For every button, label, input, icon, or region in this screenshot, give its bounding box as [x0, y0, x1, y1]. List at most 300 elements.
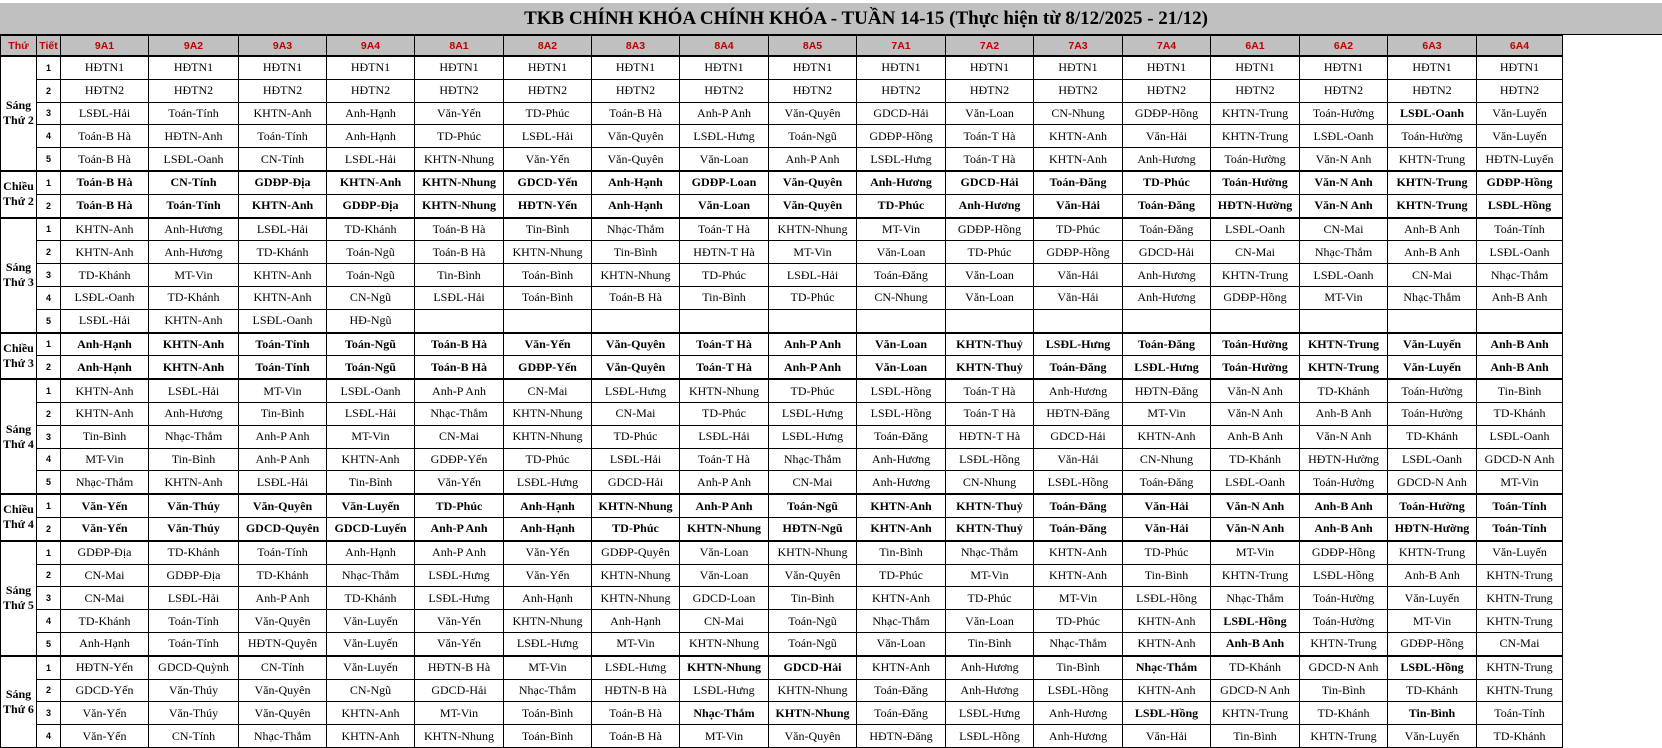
- timetable-cell[interactable]: KHTN-Trung: [1477, 587, 1563, 610]
- timetable-cell[interactable]: Văn-Loan: [857, 632, 946, 655]
- timetable-cell[interactable]: KHTN-Trung: [1300, 333, 1388, 356]
- timetable-cell[interactable]: LSĐL-Hưng: [504, 471, 592, 494]
- timetable-cell[interactable]: HĐTN2: [946, 79, 1034, 102]
- timetable-cell[interactable]: HĐTN2: [504, 79, 592, 102]
- timetable-cell[interactable]: Văn-Loan: [946, 264, 1034, 287]
- timetable-cell[interactable]: LSĐL-Oanh: [61, 286, 149, 309]
- timetable-cell[interactable]: Văn-Hải: [1123, 517, 1211, 540]
- timetable-cell[interactable]: Toán-Tính: [1477, 517, 1563, 540]
- timetable-cell[interactable]: HĐTN2: [415, 79, 504, 102]
- timetable-cell[interactable]: GDĐP-Địa: [149, 564, 239, 587]
- timetable-cell[interactable]: LSĐL-Hồng: [857, 402, 946, 425]
- timetable-cell[interactable]: HĐTN1: [1211, 56, 1300, 79]
- timetable-cell[interactable]: KHTN-Nhung: [769, 541, 857, 564]
- timetable-cell[interactable]: CN-Tính: [149, 725, 239, 748]
- timetable-cell[interactable]: LSĐL-Hưng: [680, 125, 769, 148]
- timetable-cell[interactable]: HĐTN1: [149, 56, 239, 79]
- timetable-cell[interactable]: Văn-Quyên: [769, 102, 857, 125]
- timetable-cell[interactable]: Văn-Quyên: [239, 610, 327, 633]
- timetable-cell[interactable]: Toán-Bình: [504, 286, 592, 309]
- timetable-cell[interactable]: Toán-B Hà: [61, 125, 149, 148]
- timetable-cell[interactable]: Nhạc-Thắm: [327, 564, 415, 587]
- timetable-cell[interactable]: KHTN-Trung: [1388, 194, 1477, 217]
- timetable-cell[interactable]: HĐTN-Hường: [1300, 448, 1388, 471]
- period-number[interactable]: 1: [37, 333, 61, 356]
- timetable-cell[interactable]: Văn-Loan: [857, 356, 946, 379]
- timetable-cell[interactable]: CN-Mai: [1300, 218, 1388, 241]
- timetable-cell[interactable]: GDCD-Hải: [1123, 241, 1211, 264]
- timetable-cell[interactable]: Toán-Tính: [149, 102, 239, 125]
- class-header[interactable]: 9A2: [149, 36, 239, 57]
- timetable-cell[interactable]: Anh-Hạnh: [504, 587, 592, 610]
- timetable-cell[interactable]: Anh-Hương: [149, 218, 239, 241]
- timetable-cell[interactable]: HĐTN2: [149, 79, 239, 102]
- timetable-cell[interactable]: Toán-Hường: [1388, 494, 1477, 517]
- timetable-cell[interactable]: LSĐL-Hưng: [857, 148, 946, 171]
- timetable-cell[interactable]: KHTN-Nhung: [504, 610, 592, 633]
- timetable-cell[interactable]: KHTN-Trung: [1211, 125, 1300, 148]
- timetable-cell[interactable]: LSĐL-Hải: [327, 402, 415, 425]
- timetable-cell[interactable]: KHTN-Thuỷ: [946, 494, 1034, 517]
- timetable-cell[interactable]: KHTN-Trung: [1300, 725, 1388, 748]
- timetable-cell[interactable]: Văn-Hải: [1123, 725, 1211, 748]
- period-number[interactable]: 4: [37, 610, 61, 633]
- timetable-cell[interactable]: GDĐP-Địa: [327, 194, 415, 217]
- timetable-cell[interactable]: Anh-B Anh: [1388, 218, 1477, 241]
- timetable-cell[interactable]: TD-Phúc: [1034, 218, 1123, 241]
- timetable-cell[interactable]: KHTN-Nhung: [680, 632, 769, 655]
- timetable-cell[interactable]: KHTN-Thuỷ: [946, 517, 1034, 540]
- timetable-cell[interactable]: HĐTN2: [680, 79, 769, 102]
- timetable-cell[interactable]: Tin-Bình: [1477, 379, 1563, 402]
- timetable-cell[interactable]: [1211, 309, 1300, 332]
- timetable-cell[interactable]: GDĐP-Hồng: [1388, 632, 1477, 655]
- timetable-cell[interactable]: Anh-Hạnh: [327, 125, 415, 148]
- timetable-cell[interactable]: Văn-Yến: [504, 333, 592, 356]
- timetable-cell[interactable]: Văn-Yến: [504, 541, 592, 564]
- timetable-cell[interactable]: TD-Khánh: [1211, 448, 1300, 471]
- class-header[interactable]: 8A3: [592, 36, 680, 57]
- timetable-cell[interactable]: Toán-B Hà: [415, 333, 504, 356]
- timetable-cell[interactable]: GDĐP-Loan: [680, 171, 769, 194]
- period-number[interactable]: 2: [37, 517, 61, 540]
- timetable-cell[interactable]: TD-Khánh: [1477, 725, 1563, 748]
- timetable-cell[interactable]: Toán-B Hà: [592, 702, 680, 725]
- timetable-cell[interactable]: HĐTN1: [592, 56, 680, 79]
- timetable-cell[interactable]: LSĐL-Hưng: [680, 679, 769, 702]
- timetable-cell[interactable]: CN-Nhung: [857, 286, 946, 309]
- timetable-cell[interactable]: KHTN-Nhung: [592, 264, 680, 287]
- timetable-cell[interactable]: TD-Khánh: [149, 541, 239, 564]
- timetable-cell[interactable]: KHTN-Trung: [1300, 632, 1388, 655]
- timetable-cell[interactable]: GDCD-Hải: [592, 471, 680, 494]
- timetable-cell[interactable]: Toán-Ngũ: [327, 264, 415, 287]
- header-day[interactable]: Thứ: [1, 36, 37, 57]
- timetable-cell[interactable]: CN-Tính: [239, 656, 327, 679]
- class-header[interactable]: 7A3: [1034, 36, 1123, 57]
- timetable-cell[interactable]: Văn-Hải: [1123, 125, 1211, 148]
- timetable-cell[interactable]: Văn-Luyến: [1477, 541, 1563, 564]
- timetable-cell[interactable]: Văn-Luyến: [1477, 125, 1563, 148]
- timetable-cell[interactable]: [769, 309, 857, 332]
- timetable-cell[interactable]: Văn-Hải: [1123, 494, 1211, 517]
- timetable-cell[interactable]: CN-Tính: [239, 148, 327, 171]
- timetable-cell[interactable]: Văn-Quyên: [769, 194, 857, 217]
- timetable-cell[interactable]: LSĐL-Oanh: [327, 379, 415, 402]
- timetable-cell[interactable]: [1388, 309, 1477, 332]
- timetable-cell[interactable]: Văn-Hải: [1034, 448, 1123, 471]
- timetable-cell[interactable]: KHTN-Trung: [1211, 702, 1300, 725]
- timetable-cell[interactable]: Toán-B Hà: [415, 218, 504, 241]
- timetable-cell[interactable]: TD-Khánh: [327, 218, 415, 241]
- timetable-cell[interactable]: HĐTN-Đăng: [1123, 379, 1211, 402]
- timetable-cell[interactable]: Nhạc-Thắm: [857, 610, 946, 633]
- timetable-cell[interactable]: HĐTN1: [504, 56, 592, 79]
- timetable-cell[interactable]: Anh-Hương: [857, 171, 946, 194]
- timetable-cell[interactable]: Toán-Đăng: [1123, 218, 1211, 241]
- timetable-cell[interactable]: TD-Khánh: [239, 564, 327, 587]
- timetable-cell[interactable]: KHTN-Anh: [61, 241, 149, 264]
- timetable-cell[interactable]: Anh-P Anh: [680, 494, 769, 517]
- timetable-cell[interactable]: Văn-Yến: [415, 471, 504, 494]
- timetable-cell[interactable]: Văn-Quyên: [769, 564, 857, 587]
- timetable-cell[interactable]: LSĐL-Hải: [769, 264, 857, 287]
- timetable-cell[interactable]: Anh-Hương: [1034, 379, 1123, 402]
- timetable-cell[interactable]: Tin-Bình: [1034, 656, 1123, 679]
- period-number[interactable]: 2: [37, 79, 61, 102]
- timetable-cell[interactable]: LSĐL-Hưng: [504, 632, 592, 655]
- timetable-cell[interactable]: LSĐL-Hưng: [592, 379, 680, 402]
- header-slot[interactable]: Tiết: [37, 36, 61, 57]
- timetable-cell[interactable]: HĐTN2: [1388, 79, 1477, 102]
- timetable-cell[interactable]: KHTN-Anh: [149, 333, 239, 356]
- timetable-cell[interactable]: Toán-Ngũ: [769, 632, 857, 655]
- timetable-cell[interactable]: HĐTN-B Hà: [415, 656, 504, 679]
- timetable-cell[interactable]: LSĐL-Hưng: [769, 402, 857, 425]
- timetable-cell[interactable]: LSĐL-Hồng: [1034, 471, 1123, 494]
- class-header[interactable]: 8A2: [504, 36, 592, 57]
- timetable-cell[interactable]: Tin-Bình: [857, 541, 946, 564]
- timetable-cell[interactable]: TD-Phúc: [415, 125, 504, 148]
- timetable-cell[interactable]: Anh-P Anh: [769, 333, 857, 356]
- timetable-cell[interactable]: LSĐL-Hồng: [1034, 679, 1123, 702]
- timetable-cell[interactable]: Anh-B Anh: [1211, 425, 1300, 448]
- timetable-cell[interactable]: Văn-Loan: [946, 286, 1034, 309]
- timetable-cell[interactable]: TD-Khánh: [1388, 679, 1477, 702]
- period-number[interactable]: 1: [37, 494, 61, 517]
- timetable-cell[interactable]: Văn-Hải: [1034, 264, 1123, 287]
- timetable-cell[interactable]: Anh-B Anh: [1388, 241, 1477, 264]
- timetable-cell[interactable]: [592, 309, 680, 332]
- timetable-cell[interactable]: KHTN-Anh: [857, 494, 946, 517]
- timetable-cell[interactable]: HĐTN2: [1034, 79, 1123, 102]
- timetable-cell[interactable]: Toán-T Hà: [946, 379, 1034, 402]
- timetable-cell[interactable]: [1123, 309, 1211, 332]
- timetable-cell[interactable]: Toán-T Hà: [946, 148, 1034, 171]
- timetable-cell[interactable]: Anh-B Anh: [1477, 333, 1563, 356]
- timetable-cell[interactable]: KHTN-Anh: [1034, 125, 1123, 148]
- timetable-cell[interactable]: Anh-P Anh: [769, 356, 857, 379]
- timetable-cell[interactable]: [857, 309, 946, 332]
- timetable-cell[interactable]: TD-Phúc: [857, 194, 946, 217]
- period-number[interactable]: 2: [37, 194, 61, 217]
- timetable-cell[interactable]: TD-Khánh: [149, 286, 239, 309]
- timetable-cell[interactable]: LSĐL-Hưng: [1123, 356, 1211, 379]
- class-header[interactable]: 9A4: [327, 36, 415, 57]
- timetable-cell[interactable]: KHTN-Trung: [1388, 148, 1477, 171]
- timetable-cell[interactable]: KHTN-Anh: [239, 102, 327, 125]
- timetable-cell[interactable]: Văn-Yến: [415, 632, 504, 655]
- timetable-cell[interactable]: LSĐL-Hồng: [1211, 610, 1300, 633]
- timetable-cell[interactable]: CN-Tính: [149, 171, 239, 194]
- timetable-cell[interactable]: KHTN-Anh: [327, 725, 415, 748]
- timetable-cell[interactable]: HĐTN-Yến: [504, 194, 592, 217]
- timetable-cell[interactable]: GDĐP-Hồng: [857, 125, 946, 148]
- timetable-cell[interactable]: Tin-Bình: [769, 587, 857, 610]
- timetable-cell[interactable]: Toán-Đăng: [857, 264, 946, 287]
- timetable-cell[interactable]: Toán-Bình: [504, 264, 592, 287]
- timetable-cell[interactable]: Tin-Bình: [61, 425, 149, 448]
- timetable-cell[interactable]: Tin-Bình: [680, 286, 769, 309]
- timetable-cell[interactable]: Văn-Loan: [680, 148, 769, 171]
- timetable-cell[interactable]: HĐ-Ngũ: [327, 309, 415, 332]
- timetable-cell[interactable]: Văn-Loan: [857, 333, 946, 356]
- period-number[interactable]: 4: [37, 125, 61, 148]
- timetable-cell[interactable]: TD-Khánh: [61, 610, 149, 633]
- timetable-cell[interactable]: MT-Vin: [415, 702, 504, 725]
- timetable-cell[interactable]: HĐTN2: [857, 79, 946, 102]
- timetable-cell[interactable]: KHTN-Anh: [857, 517, 946, 540]
- timetable-cell[interactable]: GDCD-Hải: [857, 102, 946, 125]
- timetable-cell[interactable]: Toán-Bình: [504, 725, 592, 748]
- timetable-cell[interactable]: GDCD-Yến: [504, 171, 592, 194]
- timetable-cell[interactable]: TD-Khánh: [1477, 402, 1563, 425]
- timetable-cell[interactable]: HĐTN-Đăng: [1034, 402, 1123, 425]
- timetable-cell[interactable]: Toán-T Hà: [946, 402, 1034, 425]
- period-number[interactable]: 3: [37, 587, 61, 610]
- timetable-cell[interactable]: CN-Mai: [1477, 632, 1563, 655]
- timetable-cell[interactable]: Anh-Hương: [1123, 264, 1211, 287]
- timetable-cell[interactable]: KHTN-Nhung: [680, 656, 769, 679]
- timetable-cell[interactable]: KHTN-Anh: [327, 448, 415, 471]
- timetable-cell[interactable]: KHTN-Anh: [327, 702, 415, 725]
- timetable-cell[interactable]: Toán-Hường: [1388, 125, 1477, 148]
- timetable-cell[interactable]: Toán-Đăng: [1034, 356, 1123, 379]
- timetable-cell[interactable]: Toán-Hường: [1211, 333, 1300, 356]
- timetable-cell[interactable]: Văn-N Anh: [1211, 494, 1300, 517]
- timetable-cell[interactable]: Toán-Ngũ: [769, 610, 857, 633]
- session-day-label[interactable]: Sáng Thứ 5: [1, 541, 37, 656]
- timetable-cell[interactable]: Toán-Hường: [1211, 356, 1300, 379]
- timetable-cell[interactable]: LSĐL-Hải: [239, 471, 327, 494]
- timetable-cell[interactable]: HĐTN-Quyên: [239, 632, 327, 655]
- timetable-cell[interactable]: KHTN-Nhung: [769, 702, 857, 725]
- timetable-cell[interactable]: Nhạc-Thắm: [239, 725, 327, 748]
- period-number[interactable]: 1: [37, 541, 61, 564]
- timetable-cell[interactable]: KHTN-Anh: [1034, 541, 1123, 564]
- timetable-cell[interactable]: Văn-Quyên: [239, 702, 327, 725]
- timetable-cell[interactable]: Anh-P Anh: [415, 541, 504, 564]
- timetable-cell[interactable]: HĐTN2: [1300, 79, 1388, 102]
- period-number[interactable]: 1: [37, 56, 61, 79]
- timetable-cell[interactable]: KHTN-Anh: [149, 309, 239, 332]
- timetable-cell[interactable]: KHTN-Anh: [239, 194, 327, 217]
- timetable-cell[interactable]: Toán-B Hà: [61, 194, 149, 217]
- class-header[interactable]: 6A4: [1477, 36, 1563, 57]
- timetable-cell[interactable]: Anh-P Anh: [769, 148, 857, 171]
- timetable-cell[interactable]: [680, 309, 769, 332]
- timetable-cell[interactable]: LSĐL-Oanh: [1211, 471, 1300, 494]
- timetable-cell[interactable]: KHTN-Anh: [1123, 679, 1211, 702]
- timetable-cell[interactable]: HĐTN1: [1388, 56, 1477, 79]
- timetable-cell[interactable]: HĐTN1: [415, 56, 504, 79]
- timetable-cell[interactable]: TD-Khánh: [1211, 656, 1300, 679]
- timetable-cell[interactable]: Văn-Hải: [1034, 286, 1123, 309]
- timetable-cell[interactable]: [946, 309, 1034, 332]
- timetable-cell[interactable]: TD-Khánh: [327, 587, 415, 610]
- period-number[interactable]: 3: [37, 702, 61, 725]
- timetable-cell[interactable]: [1034, 309, 1123, 332]
- timetable-cell[interactable]: KHTN-Trung: [1388, 541, 1477, 564]
- timetable-cell[interactable]: Anh-Hương: [946, 194, 1034, 217]
- timetable-cell[interactable]: Văn-Thúy: [149, 494, 239, 517]
- timetable-cell[interactable]: KHTN-Anh: [1034, 148, 1123, 171]
- timetable-cell[interactable]: KHTN-Nhung: [769, 218, 857, 241]
- timetable-cell[interactable]: TD-Phúc: [504, 102, 592, 125]
- timetable-cell[interactable]: HĐTN-Luyến: [1477, 148, 1563, 171]
- timetable-cell[interactable]: Văn-Luyến: [1388, 725, 1477, 748]
- timetable-cell[interactable]: LSĐL-Oanh: [149, 148, 239, 171]
- timetable-cell[interactable]: HĐTN-Hường: [1211, 194, 1300, 217]
- timetable-cell[interactable]: GDCD-Quỳnh: [149, 656, 239, 679]
- timetable-cell[interactable]: Anh-B Anh: [1477, 286, 1563, 309]
- timetable-cell[interactable]: Văn-Yến: [415, 102, 504, 125]
- timetable-cell[interactable]: Tin-Bình: [1123, 564, 1211, 587]
- timetable-cell[interactable]: Văn-Quyên: [592, 356, 680, 379]
- timetable-cell[interactable]: KHTN-Nhung: [415, 148, 504, 171]
- timetable-cell[interactable]: Tin-Bình: [504, 218, 592, 241]
- timetable-cell[interactable]: TD-Khánh: [1300, 379, 1388, 402]
- timetable-cell[interactable]: Toán-B Hà: [61, 171, 149, 194]
- timetable-cell[interactable]: Văn-Hải: [1034, 194, 1123, 217]
- timetable-cell[interactable]: Anh-P Anh: [415, 379, 504, 402]
- period-number[interactable]: 4: [37, 448, 61, 471]
- timetable-cell[interactable]: Văn-Luyến: [1388, 333, 1477, 356]
- period-number[interactable]: 2: [37, 241, 61, 264]
- timetable-cell[interactable]: GDĐP-Hồng: [1211, 286, 1300, 309]
- timetable-cell[interactable]: [1477, 309, 1563, 332]
- timetable-cell[interactable]: Văn-Loan: [680, 194, 769, 217]
- timetable-cell[interactable]: LSĐL-Hưng: [946, 702, 1034, 725]
- timetable-cell[interactable]: MT-Vin: [1123, 402, 1211, 425]
- timetable-cell[interactable]: Toán-Tính: [1477, 494, 1563, 517]
- timetable-cell[interactable]: LSĐL-Oanh: [239, 309, 327, 332]
- timetable-cell[interactable]: Anh-P Anh: [239, 448, 327, 471]
- timetable-cell[interactable]: HĐTN2: [1123, 79, 1211, 102]
- timetable-cell[interactable]: Anh-Hạnh: [61, 632, 149, 655]
- timetable-cell[interactable]: Văn-Luyến: [1388, 356, 1477, 379]
- timetable-cell[interactable]: MT-Vin: [61, 448, 149, 471]
- session-day-label[interactable]: Chiều Thứ 2: [1, 171, 37, 218]
- timetable-cell[interactable]: TD-Phúc: [946, 587, 1034, 610]
- timetable-cell[interactable]: Tin-Bình: [1388, 702, 1477, 725]
- period-number[interactable]: 3: [37, 264, 61, 287]
- timetable-cell[interactable]: KHTN-Anh: [61, 402, 149, 425]
- session-day-label[interactable]: Sáng Thứ 4: [1, 379, 37, 494]
- timetable-cell[interactable]: LSĐL-Hải: [61, 309, 149, 332]
- timetable-cell[interactable]: KHTN-Nhung: [504, 241, 592, 264]
- timetable-cell[interactable]: LSĐL-Hải: [592, 448, 680, 471]
- timetable-cell[interactable]: Toán-Tính: [1477, 218, 1563, 241]
- timetable-cell[interactable]: KHTN-Anh: [1123, 632, 1211, 655]
- timetable-cell[interactable]: KHTN-Trung: [1211, 264, 1300, 287]
- timetable-cell[interactable]: Nhạc-Thắm: [1123, 656, 1211, 679]
- timetable-cell[interactable]: MT-Vin: [1477, 471, 1563, 494]
- timetable-cell[interactable]: KHTN-Nhung: [415, 171, 504, 194]
- timetable-cell[interactable]: TD-Phúc: [680, 402, 769, 425]
- timetable-cell[interactable]: TD-Khánh: [61, 264, 149, 287]
- timetable-cell[interactable]: Văn-Quyên: [769, 725, 857, 748]
- period-number[interactable]: 5: [37, 632, 61, 655]
- timetable-cell[interactable]: Tin-Bình: [1211, 725, 1300, 748]
- timetable-cell[interactable]: CN-Nhung: [946, 471, 1034, 494]
- timetable-cell[interactable]: MT-Vin: [149, 264, 239, 287]
- timetable-cell[interactable]: Anh-Hạnh: [327, 102, 415, 125]
- class-header[interactable]: 6A2: [1300, 36, 1388, 57]
- timetable-cell[interactable]: Toán-Tính: [149, 194, 239, 217]
- timetable-cell[interactable]: LSĐL-Hồng: [946, 725, 1034, 748]
- class-header[interactable]: 7A2: [946, 36, 1034, 57]
- timetable-cell[interactable]: Anh-Hương: [149, 241, 239, 264]
- timetable-cell[interactable]: CN-Mai: [61, 587, 149, 610]
- timetable-cell[interactable]: KHTN-Anh: [61, 379, 149, 402]
- timetable-cell[interactable]: Văn-Loan: [680, 541, 769, 564]
- period-number[interactable]: 4: [37, 725, 61, 748]
- timetable-cell[interactable]: KHTN-Nhung: [504, 402, 592, 425]
- timetable-cell[interactable]: KHTN-Trung: [1211, 564, 1300, 587]
- timetable-cell[interactable]: MT-Vin: [769, 241, 857, 264]
- timetable-cell[interactable]: LSĐL-Hải: [415, 286, 504, 309]
- timetable-cell[interactable]: LSĐL-Hải: [680, 425, 769, 448]
- timetable-cell[interactable]: KHTN-Nhung: [415, 725, 504, 748]
- timetable-cell[interactable]: HĐTN1: [239, 56, 327, 79]
- class-header[interactable]: 8A1: [415, 36, 504, 57]
- timetable-cell[interactable]: Toán-Hường: [1300, 610, 1388, 633]
- session-day-label[interactable]: Sáng Thứ 3: [1, 218, 37, 333]
- timetable-cell[interactable]: MT-Vin: [1388, 610, 1477, 633]
- timetable-cell[interactable]: KHTN-Anh: [857, 587, 946, 610]
- timetable-cell[interactable]: KHTN-Anh: [1123, 610, 1211, 633]
- timetable-cell[interactable]: Toán-T Hà: [680, 356, 769, 379]
- timetable-cell[interactable]: HĐTN-Hường: [1388, 517, 1477, 540]
- timetable-cell[interactable]: Anh-Hương: [857, 471, 946, 494]
- timetable-cell[interactable]: MT-Vin: [327, 425, 415, 448]
- timetable-cell[interactable]: KHTN-Trung: [1477, 610, 1563, 633]
- timetable-cell[interactable]: Toán-B Hà: [592, 102, 680, 125]
- timetable-cell[interactable]: Toán-Hường: [1300, 587, 1388, 610]
- timetable-cell[interactable]: KHTN-Nhung: [680, 379, 769, 402]
- timetable-cell[interactable]: LSĐL-Hưng: [415, 564, 504, 587]
- timetable-cell[interactable]: LSĐL-Hải: [149, 587, 239, 610]
- timetable-cell[interactable]: Anh-Hạnh: [592, 194, 680, 217]
- timetable-cell[interactable]: Văn-Quyên: [592, 333, 680, 356]
- timetable-cell[interactable]: Văn-Loan: [680, 564, 769, 587]
- timetable-cell[interactable]: HĐTN1: [680, 56, 769, 79]
- timetable-cell[interactable]: Toán-B Hà: [415, 241, 504, 264]
- timetable-cell[interactable]: Toán-Đăng: [857, 679, 946, 702]
- timetable-cell[interactable]: GDCD-Hải: [946, 171, 1034, 194]
- timetable-cell[interactable]: GDCD-Quyên: [239, 517, 327, 540]
